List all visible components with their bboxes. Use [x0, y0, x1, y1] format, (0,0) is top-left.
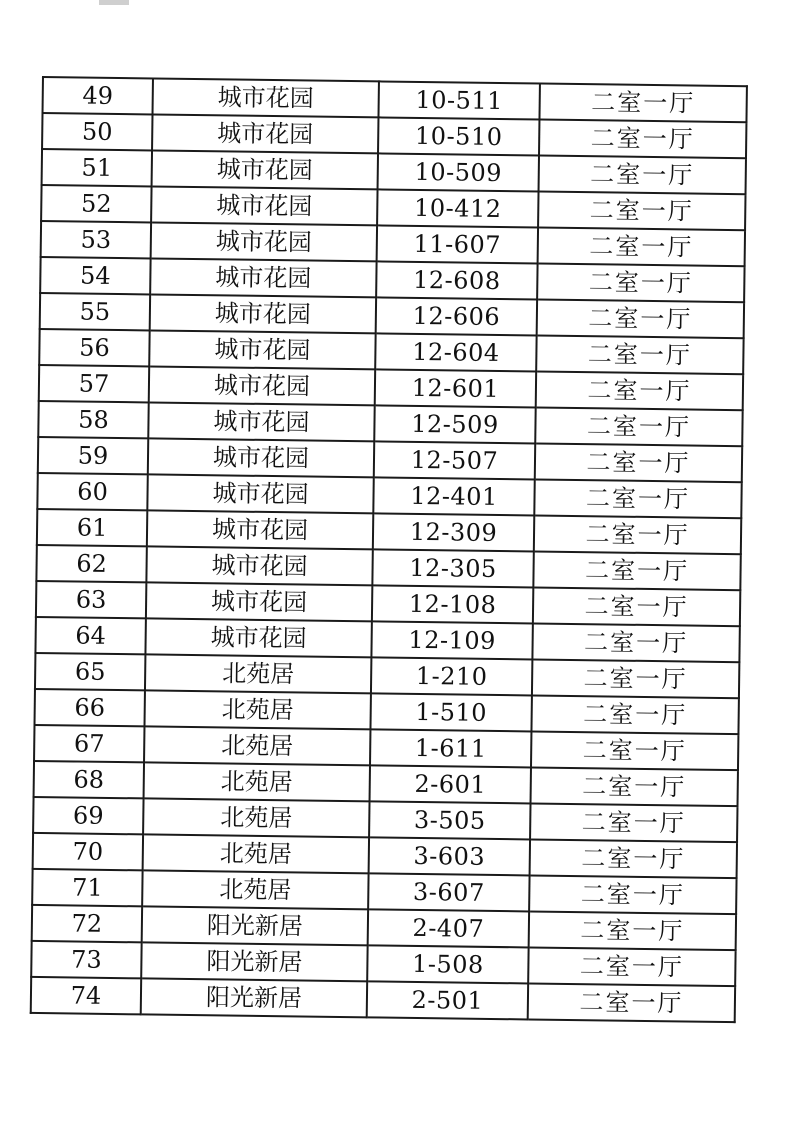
- layout-type-cell: 二室一厅: [533, 587, 740, 626]
- layout-type-cell: 二室一厅: [531, 731, 738, 770]
- estate-name-cell: 北苑居: [142, 870, 368, 909]
- layout-type-cell: 二室一厅: [531, 695, 738, 734]
- row-number-cell: 49: [43, 77, 153, 114]
- estate-name-cell: 城市花园: [148, 438, 374, 477]
- unit-number-cell: 10-509: [378, 153, 539, 191]
- unit-number-cell: 12-305: [372, 549, 533, 587]
- layout-type-cell: 二室一厅: [528, 947, 735, 986]
- row-number-cell: 50: [42, 113, 152, 150]
- estate-name-cell: 阳光新居: [141, 942, 367, 981]
- estate-name-cell: 北苑居: [144, 690, 370, 729]
- estate-name-cell: 阳光新居: [142, 906, 368, 945]
- unit-number-cell: 12-507: [374, 441, 535, 479]
- row-number-cell: 56: [39, 329, 149, 366]
- unit-number-cell: 12-601: [375, 369, 536, 407]
- row-number-cell: 69: [33, 797, 143, 834]
- layout-type-cell: 二室一厅: [538, 228, 745, 267]
- estate-name-cell: 北苑居: [145, 654, 371, 693]
- unit-number-cell: 12-108: [372, 585, 533, 623]
- estate-name-cell: 城市花园: [148, 402, 374, 441]
- unit-number-cell: 2-407: [368, 909, 529, 947]
- row-number-cell: 61: [37, 509, 147, 546]
- row-number-cell: 59: [38, 437, 148, 474]
- unit-number-cell: 12-109: [371, 621, 532, 659]
- estate-name-cell: 城市花园: [145, 618, 371, 657]
- estate-name-cell: 城市花园: [150, 258, 376, 297]
- unit-number-cell: 2-601: [370, 765, 531, 803]
- layout-type-cell: 二室一厅: [536, 335, 743, 374]
- row-number-cell: 74: [31, 977, 141, 1014]
- row-number-cell: 52: [41, 185, 151, 222]
- estate-name-cell: 北苑居: [144, 762, 370, 801]
- unit-number-cell: 12-309: [373, 513, 534, 551]
- layout-type-cell: 二室一厅: [537, 264, 744, 303]
- layout-type-cell: 二室一厅: [539, 84, 746, 123]
- unit-number-cell: 3-603: [369, 837, 530, 875]
- layout-type-cell: 二室一厅: [528, 983, 735, 1022]
- layout-type-cell: 二室一厅: [530, 839, 737, 878]
- layout-type-cell: 二室一厅: [539, 156, 746, 195]
- unit-number-cell: 1-510: [370, 693, 531, 731]
- unit-number-cell: 3-505: [369, 801, 530, 839]
- unit-number-cell: 10-511: [378, 81, 539, 119]
- layout-type-cell: 二室一厅: [534, 515, 741, 554]
- unit-number-cell: 12-608: [376, 261, 537, 299]
- row-number-cell: 68: [34, 761, 144, 798]
- layout-type-cell: 二室一厅: [533, 551, 740, 590]
- unit-number-cell: 1-210: [371, 657, 532, 695]
- unit-number-cell: 10-510: [378, 117, 539, 155]
- estate-name-cell: 北苑居: [143, 798, 369, 837]
- unit-number-cell: 11-607: [377, 225, 538, 263]
- estate-name-cell: 城市花园: [149, 330, 375, 369]
- estate-name-cell: 阳光新居: [141, 978, 367, 1017]
- layout-type-cell: 二室一厅: [529, 911, 736, 950]
- unit-number-cell: 1-508: [367, 945, 528, 983]
- row-number-cell: 66: [35, 689, 145, 726]
- layout-type-cell: 二室一厅: [535, 443, 742, 482]
- layout-type-cell: 二室一厅: [531, 767, 738, 806]
- row-number-cell: 72: [32, 905, 142, 942]
- estate-name-cell: 城市花园: [151, 222, 377, 261]
- row-number-cell: 70: [33, 833, 143, 870]
- layout-type-cell: 二室一厅: [530, 803, 737, 842]
- layout-type-cell: 二室一厅: [539, 120, 746, 159]
- estate-name-cell: 北苑居: [144, 726, 370, 765]
- row-number-cell: 51: [42, 149, 152, 186]
- row-number-cell: 71: [32, 869, 142, 906]
- layout-type-cell: 二室一厅: [537, 300, 744, 339]
- row-number-cell: 58: [38, 401, 148, 438]
- row-number-cell: 67: [34, 725, 144, 762]
- row-number-cell: 57: [39, 365, 149, 402]
- layout-type-cell: 二室一厅: [538, 192, 745, 231]
- layout-type-cell: 二室一厅: [532, 623, 739, 662]
- housing-list-sheet: [30, 76, 746, 1023]
- unit-number-cell: 3-607: [368, 873, 529, 911]
- estate-name-cell: 城市花园: [151, 186, 377, 225]
- unit-number-cell: 12-509: [374, 405, 535, 443]
- estate-name-cell: 城市花园: [149, 366, 375, 405]
- estate-name-cell: 城市花园: [152, 114, 378, 153]
- estate-name-cell: 城市花园: [147, 474, 373, 513]
- estate-name-cell: 城市花园: [147, 510, 373, 549]
- layout-type-cell: 二室一厅: [536, 371, 743, 410]
- housing-table: [30, 76, 748, 1023]
- estate-name-cell: 城市花园: [146, 546, 372, 585]
- unit-number-cell: 10-412: [377, 189, 538, 227]
- estate-name-cell: 城市花园: [150, 294, 376, 333]
- unit-number-cell: 1-611: [370, 729, 531, 767]
- scan-edge-mark: [99, 0, 129, 5]
- unit-number-cell: 12-606: [376, 297, 537, 335]
- row-number-cell: 73: [31, 941, 141, 978]
- row-number-cell: 65: [35, 653, 145, 690]
- table-body: [31, 77, 747, 1022]
- row-number-cell: 62: [36, 545, 146, 582]
- unit-number-cell: 12-401: [373, 477, 534, 515]
- row-number-cell: 60: [37, 473, 147, 510]
- layout-type-cell: 二室一厅: [529, 875, 736, 914]
- estate-name-cell: 城市花园: [146, 582, 372, 621]
- row-number-cell: 55: [40, 293, 150, 330]
- estate-name-cell: 北苑居: [143, 834, 369, 873]
- row-number-cell: 63: [36, 581, 146, 618]
- row-number-cell: 54: [40, 257, 150, 294]
- estate-name-cell: 城市花园: [152, 150, 378, 189]
- layout-type-cell: 二室一厅: [532, 659, 739, 698]
- unit-number-cell: 2-501: [367, 981, 528, 1019]
- row-number-cell: 64: [35, 617, 145, 654]
- row-number-cell: 53: [41, 221, 151, 258]
- estate-name-cell: 城市花园: [153, 78, 379, 117]
- layout-type-cell: 二室一厅: [535, 407, 742, 446]
- unit-number-cell: 12-604: [375, 333, 536, 371]
- layout-type-cell: 二室一厅: [534, 479, 741, 518]
